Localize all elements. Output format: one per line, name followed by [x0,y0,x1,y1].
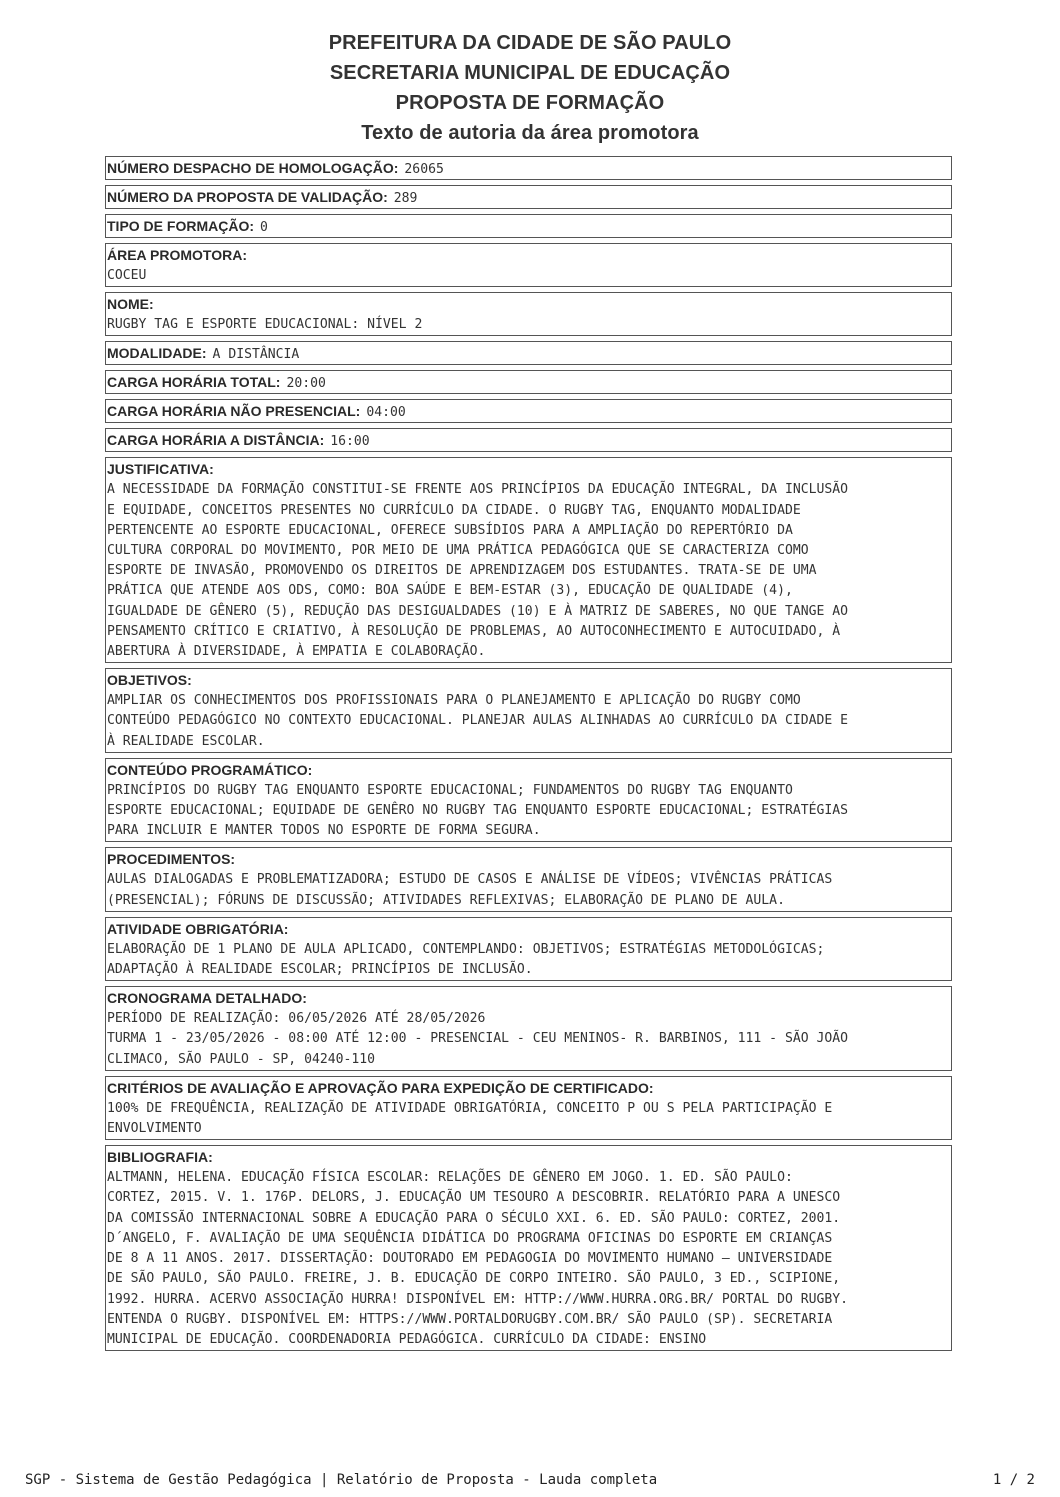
field-value: ALTMANN, HELENA. EDUCAÇÃO FÍSICA ESCOLAR: RELAÇÕES DE GÊNERO EM JOGO. 1. ED. SÃO PAULO: CORTEZ, 2015. V. 1. 176P. DELORS, J. EDUCAÇÃO UM TESOURO A DESCOBRIR. RELATÓRIO PARA A UNESCO DA COMISSÃO INTERNACIONAL SOBRE A EDUCAÇÃO PARA O SÉCULO XXI. 6. ED. SÃO PAULO: CORTEZ, 2001. D´ANGELO, F. AVALIAÇÃO DE UMA SEQUÊNCIA DIDÁTICA DO PROGRAMA OFICINAS DO ESPORTE EM CRIANÇAS DE 8 A 11 ANOS. 2017. DISSERTAÇÃO: DOUTORADO EM PEDAGOGIA DO MOVIMENTO HUMANO — UNIVERSIDADE DE SÃO PAULO, SÃO PAULO. FREIRE, J. B. EDUCAÇÃO DE CORPO INTEIRO. SÃO PAULO, 3 ED., SCIPIONE, 1992. HURRA. ACERVO ASSOCIAÇÃO HURRA! DISPONÍVEL EM: HTTP://WWW.HURRA.ORG.BR/ PORTAL DO RUGBY. ENTENDA O RUGBY. DISPONÍVEL EM: HTTPS://WWW.PORTALDORUGBY.COM.BR/ SÃO PAULO (SP). SECRETARIA MUNICIPAL DE EDUCAÇÃO. COORDENADORIA PEDAGÓGICA. CURRÍCULO DA CIDADE: ENSINO [107,1170,849,1347]
footer-system-name: SGP - Sistema de Gestão Pedagógica | Relatório de Proposta - Lauda completa [25,1472,658,1488]
field-value: 0 [260,220,268,235]
field-nome [105,292,952,336]
field-criterios [105,1076,952,1140]
field-value: PERÍODO DE REALIZAÇÃO: 06/05/2026 ATÉ 28/05/2026 TURMA 1 - 23/05/2026 - 08:00 ATÉ 12:00 - PRESENCIAL - CEU MENINOS- R. BARBINOS, 111 - SÃO JOÃO CLIMACO, SÃO PAULO - SP, 04240-110 [107,1011,849,1067]
page-footer [25,1472,1035,1494]
field-modalidade [105,341,952,365]
field-value: AULAS DIALOGADAS E PROBLEMATIZADORA; ESTUDO DE CASOS E ANÁLISE DE VÍDEOS; VIVÊNCIAS PRÁTICAS (PRESENCIAL); FÓRUNS DE DISCUSSÃO; ATIVIDADES REFLEXIVAS; ELABORAÇÃO DE PLANO DE AULA. [107,872,833,908]
field-value: ELABORAÇÃO DE 1 PLANO DE AULA APLICADO, CONTEMPLANDO: OBJETIVOS; ESTRATÉGIAS METODOLÓGICAS; ADAPTAÇÃO À REALIDADE ESCOLAR; PRINCÍPIOS DE INCLUSÃO. [107,941,825,978]
header-subtitle: Texto de autoria da área promotora [361,122,699,144]
field-carga-distancia [105,428,952,452]
field-procedimentos [105,847,952,911]
page-number: 1 / 2 [992,1472,1035,1488]
proposal-fields [105,156,952,1356]
header-secretariat: SECRETARIA MUNICIPAL DE EDUCAÇÃO [329,62,731,84]
field-justificativa [105,457,952,663]
field-value: A DISTÂNCIA [212,347,300,363]
field-label: MODALIDADE: [107,345,207,362]
field-label: PROCEDIMENTOS: [107,851,236,868]
field-cronograma [105,986,952,1071]
field-value: A NECESSIDADE DA FORMAÇÃO CONSTITUI-SE FRENTE AOS PRINCÍPIOS DA EDUCAÇÃO INTEGRAL, DA INCLUSÃO E EQUIDADE, CONCEITOS PRESENTES NO CURRÍCULO DA CIDADE. O RUGBY TAG, ENQUANTO MODALIDADE PERTENCENTE AO ESPORTE EDUCACIONAL, OFERECE SUBSÍDIOS PARA A AMPLIAÇÃO DO REPERTÓRIO DA CULTURA CORPORAL DO MOVIMENTO, POR MEIO DE UMA PRÁTICA PEDAGÓGICA QUE SE CARACTERIZA COMO ESPORTE DE INVASÃO, PROMOVENDO OS DIREITOS DE APRENDIZAGEM DOS ESTUDANTES. TRATA-SE DE UMA PRÁTICA QUE ATENDE AOS ODS, COMO: BOA SAÚDE E BEM-ESTAR (3), EDUCAÇÃO DE QUALIDADE (4), IGUALDADE DE GÊNERO (5), REDUÇÃO DAS DESIGUALDADES (10) E À MATRIZ DE SABERES, NO QUE TANGE AO PENSAMENTO CRÍTICO E CRIATIVO, À RESOLUÇÃO DE PROBLEMAS, AO AUTOCONHECIMENTO E AUTOCUIDADO, À ABERTURA À DIVERSIDADE, À EMPATIA E COLABORAÇÃO. [107,482,849,660]
field-value: 26065 [404,162,444,177]
field-label: NÚMERO DA PROPOSTA DE VALIDAÇÃO: [107,189,388,205]
field-tipo [105,214,952,238]
field-label: TIPO DE FORMAÇÃO: [107,218,254,234]
field-label: ATIVIDADE OBRIGATÓRIA: [107,920,289,937]
field-label: CONTEÚDO PROGRAMÁTICO: [107,761,313,778]
field-value: 100% DE FREQUÊNCIA, REALIZAÇÃO DE ATIVIDADE OBRIGATÓRIA, CONCEITO P OU S PELA PARTICIPAÇÃO E ENVOLVIMENTO [107,1100,833,1137]
header-doc-type: PROPOSTA DE FORMAÇÃO [395,92,665,114]
field-value: AMPLIAR OS CONHECIMENTOS DOS PROFISSIONAIS PARA O PLANEJAMENTO E APLICAÇÃO DO RUGBY COMO CONTEÚDO PEDAGÓGICO NO CONTEXTO EDUCACIONAL. PLANEJAR AULAS ALINHADAS AO CURRÍCULO DA CIDADE E À REALIDADE ESCOLAR. [107,693,849,749]
field-value: 20:00 [286,376,326,392]
field-label: NOME: [107,296,154,313]
field-proposta [105,185,952,209]
field-despacho [105,156,952,180]
field-label: BIBLIOGRAFIA: [107,1149,213,1166]
field-objetivos [105,668,952,753]
field-value: RUGBY TAG E ESPORTE EDUCACIONAL: NÍVEL 2 [107,317,423,333]
document-header [0,28,1060,148]
field-carga-total [105,370,952,394]
field-bibliografia [105,1145,952,1351]
field-area-promotora [105,243,952,287]
field-label: CRITÉRIOS DE AVALIAÇÃO E APROVAÇÃO PARA EXPEDIÇÃO DE CERTIFICADO: [107,1079,654,1096]
field-value: COCEU [107,268,147,283]
field-carga-nao-presencial [105,399,952,423]
field-value: 289 [393,191,418,206]
field-label: OBJETIVOS: [107,672,192,689]
field-label: CARGA HORÁRIA TOTAL: [107,374,281,391]
field-label: CRONOGRAMA DETALHADO: [107,990,307,1007]
field-value: 04:00 [366,405,406,421]
header-city: PREFEITURA DA CIDADE DE SÃO PAULO [328,32,732,54]
field-value: 16:00 [330,434,370,450]
field-label: CARGA HORÁRIA NÃO PRESENCIAL: [107,403,361,420]
field-value: PRINCÍPIOS DO RUGBY TAG ENQUANTO ESPORTE EDUCACIONAL; FUNDAMENTOS DO RUGBY TAG ENQUANTO ESPORTE EDUCACIONAL; EQUIDADE DE GENÊRO NO RUGBY TAG ENQUANTO ESPORTE EDUCACIONAL; ESTRATÉGIAS PARA INCLUIR E MANTER TODOS NO ESPORTE DE FORMA SEGURA. [107,782,849,839]
field-label: NÚMERO DESPACHO DE HOMOLOGAÇÃO: [107,160,399,176]
field-atividade-obrigatoria [105,917,952,981]
field-label: ÁREA PROMOTORA: [107,247,247,263]
field-label: JUSTIFICATIVA: [107,461,214,478]
field-label: CARGA HORÁRIA A DISTÂNCIA: [107,432,325,449]
field-conteudo-programatico [105,758,952,843]
